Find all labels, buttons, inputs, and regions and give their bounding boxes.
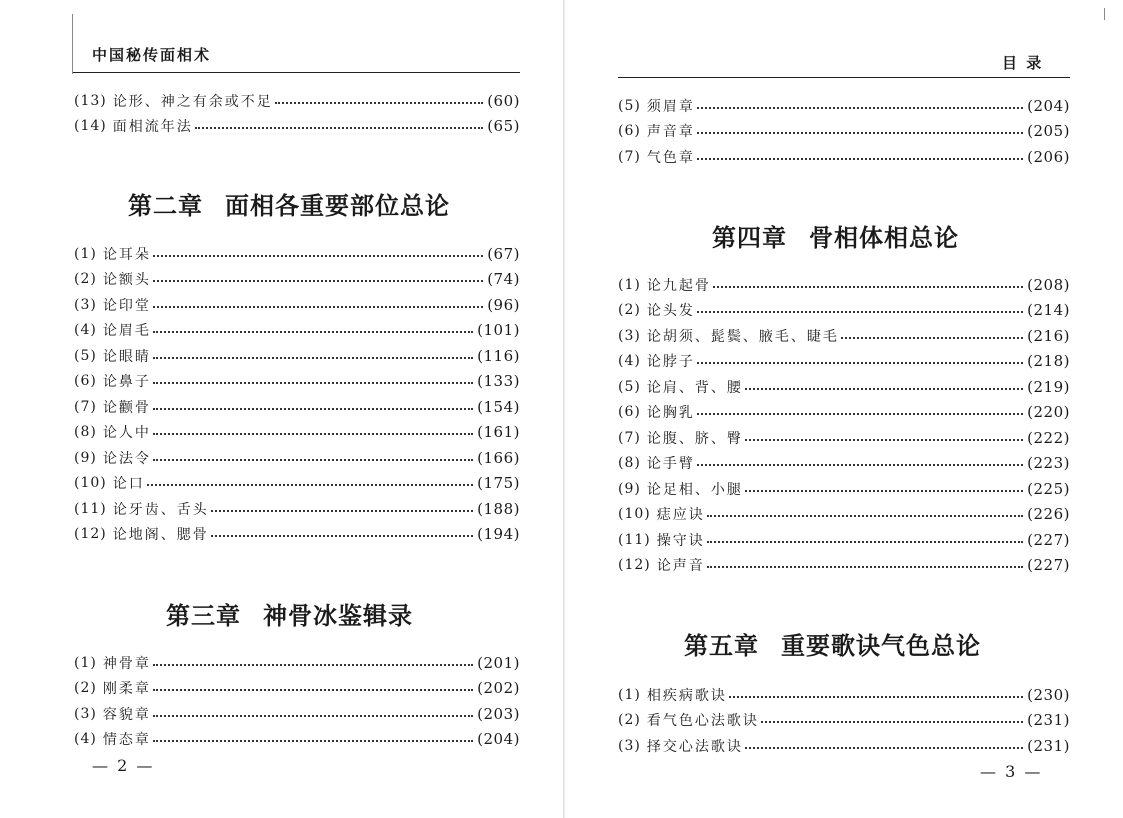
toc-entry-page: (96) (487, 295, 520, 314)
toc-entry-page: (74) (487, 270, 520, 289)
toc-entry (74, 701, 520, 727)
toc-entry-page: (208) (1027, 275, 1070, 294)
toc-entry-number: (3) (618, 737, 641, 754)
toc-dot-leader (195, 127, 483, 129)
toc-dot-leader (153, 664, 473, 666)
toc-entry-page: (188) (477, 499, 520, 518)
toc-entry-title: 论鼻子 (102, 374, 151, 391)
toc-entry (74, 369, 520, 395)
toc-entry (74, 267, 520, 293)
chapter-label: 第二章 (128, 191, 203, 220)
toc-entry-title: 相疾病歌诀 (646, 687, 727, 704)
toc-entry (74, 394, 520, 420)
toc-entry-page: (230) (1027, 685, 1070, 704)
toc-entry (74, 522, 520, 548)
toc-dot-leader (707, 566, 1023, 568)
toc-dot-leader (729, 696, 1023, 698)
toc-entry-title: 论胡须、髭鬓、腋毛、睫毛 (646, 328, 839, 345)
toc-entry-page: (220) (1027, 403, 1070, 422)
toc-entry-title: 论印堂 (102, 297, 151, 314)
toc-dot-leader (153, 280, 483, 282)
toc-entry-number: (10) (618, 506, 651, 523)
toc-dot-leader (697, 413, 1023, 415)
toc-entry-title: 论地阁、腮骨 (112, 527, 209, 544)
toc-entry-page: (65) (487, 117, 520, 136)
toc-entry (74, 292, 520, 318)
toc-entry-page: (216) (1027, 326, 1070, 345)
toc-entry-page: (194) (477, 525, 520, 544)
toc-entry-page: (154) (477, 397, 520, 416)
toc-entry-number: (10) (74, 475, 107, 492)
toc-entry (618, 527, 1070, 553)
toc-entry-title: 论九起骨 (646, 277, 711, 294)
toc-entry (74, 471, 520, 497)
chapter-heading (128, 186, 450, 221)
toc-dot-leader (147, 484, 473, 486)
toc-dot-leader (153, 306, 483, 308)
toc-entry-title: 痣应诀 (656, 507, 705, 524)
toc-entry (618, 93, 1070, 119)
toc-entry (618, 374, 1070, 400)
chapter-heading (684, 626, 981, 661)
toc-dot-leader (153, 715, 473, 717)
toc-entry (74, 88, 520, 114)
toc-dot-leader (153, 433, 473, 435)
toc-dot-leader (211, 535, 473, 537)
toc-entry-page: (204) (1027, 96, 1070, 115)
toc-dot-leader (697, 158, 1023, 160)
toc-entry-title: 论口 (112, 476, 145, 493)
toc-entry-number: (8) (74, 424, 97, 441)
toc-entry (618, 323, 1070, 349)
toc-dot-leader (697, 311, 1023, 313)
toc-entry-number: (5) (74, 347, 97, 364)
toc-entry-number: (3) (74, 705, 97, 722)
toc-dot-leader (745, 747, 1023, 749)
toc-entry-page: (67) (487, 244, 520, 263)
toc-entry-number: (1) (618, 276, 641, 293)
toc-dot-leader (841, 337, 1023, 339)
toc-entry-page: (223) (1027, 454, 1070, 473)
toc-entry-title: 看气色心法歌诀 (646, 713, 759, 730)
toc-dot-leader (153, 382, 473, 384)
toc-entry-number: (2) (74, 680, 97, 697)
toc-entry-number: (12) (74, 526, 107, 543)
toc-entry-page: (214) (1027, 301, 1070, 320)
toc-entry-number: (11) (618, 531, 651, 548)
toc-entry (618, 272, 1070, 298)
toc-dot-leader (211, 510, 473, 512)
toc-dot-leader (745, 388, 1023, 390)
toc-entry-page: (204) (477, 730, 520, 749)
toc-entry-page: (201) (477, 653, 520, 672)
toc-section-continued (618, 93, 1070, 170)
toc-entry (74, 241, 520, 267)
toc-entry-number: (4) (618, 353, 641, 370)
toc-dot-leader (707, 541, 1023, 543)
header-rule (72, 72, 520, 73)
toc-entry (618, 708, 1070, 734)
header-rule (618, 77, 1070, 78)
toc-entry-page: (218) (1027, 352, 1070, 371)
toc-entry-title: 声音章 (646, 124, 695, 141)
toc-entry-number: (7) (618, 429, 641, 446)
toc-entry-title: 论耳朵 (102, 246, 151, 263)
toc-dot-leader (153, 408, 473, 410)
toc-entry (618, 425, 1070, 451)
toc-section-chapter5 (618, 682, 1070, 759)
toc-entry-page: (205) (1027, 122, 1070, 141)
toc-entry-number: (13) (74, 92, 107, 109)
toc-entry (618, 502, 1070, 528)
toc-dot-leader (697, 107, 1023, 109)
toc-entry (618, 400, 1070, 426)
toc-entry-title: 论眉毛 (102, 323, 151, 340)
toc-entry-page: (161) (477, 423, 520, 442)
toc-entry-title: 须眉章 (646, 98, 695, 115)
toc-entry-title: 神骨章 (102, 655, 151, 672)
toc-entry-page: (175) (477, 474, 520, 493)
toc-entry-title: 论腹、脐、臀 (646, 430, 743, 447)
toc-entry-title: 论胸乳 (646, 405, 695, 422)
toc-dot-leader (153, 459, 473, 461)
toc-entry-number: (9) (618, 480, 641, 497)
toc-entry-number: (7) (618, 148, 641, 165)
toc-entry-page: (202) (477, 679, 520, 698)
toc-entry-page: (166) (477, 448, 520, 467)
toc-entry (618, 349, 1070, 375)
running-head-book-title: 中国秘传面相术 (92, 46, 212, 64)
toc-entry-number: (2) (618, 712, 641, 729)
chapter-label: 第四章 (712, 223, 787, 252)
toc-entry-number: (3) (618, 327, 641, 344)
toc-entry (618, 298, 1070, 324)
toc-entry-number: (7) (74, 398, 97, 415)
toc-entry (74, 114, 520, 140)
toc-entry-title: 择交心法歌诀 (646, 738, 743, 755)
page-edge-mark (1104, 8, 1105, 20)
toc-dot-leader (153, 689, 473, 691)
toc-entry (74, 676, 520, 702)
toc-entry-number: (5) (618, 97, 641, 114)
right-page (566, 0, 1123, 818)
toc-entry-title: 论声音 (656, 558, 705, 575)
toc-dot-leader (153, 331, 473, 333)
toc-entry (74, 318, 520, 344)
toc-entry (74, 496, 520, 522)
toc-entry-title: 论颧骨 (102, 399, 151, 416)
toc-entry-title: 论头发 (646, 303, 695, 320)
toc-entry (618, 682, 1070, 708)
toc-entry-page: (231) (1027, 711, 1070, 730)
toc-dot-leader (761, 721, 1023, 723)
chapter-title: 骨相体相总论 (809, 223, 959, 252)
toc-entry (618, 476, 1070, 502)
toc-entry-page: (101) (477, 321, 520, 340)
toc-entry-page: (203) (477, 704, 520, 723)
toc-entry-page: (231) (1027, 736, 1070, 755)
chapter-title: 重要歌诀气色总论 (781, 631, 981, 660)
toc-entry-title: 气色章 (646, 149, 695, 166)
toc-entry-number: (5) (618, 378, 641, 395)
toc-entry-page: (206) (1027, 147, 1070, 166)
toc-dot-leader (153, 357, 473, 359)
toc-entry (618, 144, 1070, 170)
toc-section-continued (74, 88, 520, 139)
toc-entry-title: 论额头 (102, 272, 151, 289)
toc-entry-title: 刚柔章 (102, 681, 151, 698)
toc-entry-page: (227) (1027, 556, 1070, 575)
toc-entry-title: 论脖子 (646, 354, 695, 371)
toc-entry-number: (1) (618, 686, 641, 703)
toc-entry (74, 343, 520, 369)
toc-entry-title: 操守诀 (656, 532, 705, 549)
chapter-label: 第五章 (684, 631, 759, 660)
toc-entry (618, 451, 1070, 477)
toc-dot-leader (745, 490, 1023, 492)
toc-entry-number: (4) (74, 731, 97, 748)
toc-entry (74, 650, 520, 676)
toc-entry (74, 445, 520, 471)
toc-dot-leader (697, 464, 1023, 466)
toc-entry-number: (9) (74, 449, 97, 466)
toc-entry (74, 420, 520, 446)
toc-entry-number: (4) (74, 322, 97, 339)
toc-entry-number: (14) (74, 118, 107, 135)
toc-entry-number: (3) (74, 296, 97, 313)
toc-entry-number: (12) (618, 557, 651, 574)
toc-entry (618, 553, 1070, 579)
toc-entry-title: 论肩、背、腰 (646, 379, 743, 396)
toc-entry-number: (8) (618, 455, 641, 472)
toc-entry-page: (222) (1027, 428, 1070, 447)
toc-section-chapter2 (74, 241, 520, 547)
chapter-heading (166, 596, 413, 631)
toc-entry-page: (219) (1027, 377, 1070, 396)
toc-dot-leader (275, 102, 483, 104)
toc-entry-title: 论牙齿、舌头 (112, 501, 209, 518)
chapter-label: 第三章 (166, 601, 241, 630)
toc-entry-number: (6) (618, 404, 641, 421)
toc-entry-title: 论法令 (102, 450, 151, 467)
toc-entry-title: 论足相、小腿 (646, 481, 743, 498)
toc-entry-title: 面相流年法 (112, 119, 193, 136)
toc-entry-title: 论眼睛 (102, 348, 151, 365)
toc-section-chapter4 (618, 272, 1070, 578)
toc-entry (618, 733, 1070, 759)
toc-entry-title: 论形、神之有余或不足 (112, 93, 273, 110)
toc-entry-number: (1) (74, 245, 97, 262)
toc-entry-page: (116) (477, 346, 520, 365)
toc-entry-title: 论手臂 (646, 456, 695, 473)
toc-dot-leader (697, 132, 1023, 134)
toc-section-chapter3 (74, 650, 520, 752)
page-number: — 3 — (980, 762, 1043, 781)
toc-dot-leader (153, 255, 483, 257)
toc-dot-leader (697, 362, 1023, 364)
toc-entry (74, 727, 520, 753)
page-edge-mark (72, 14, 73, 74)
toc-entry (618, 119, 1070, 145)
toc-entry-page: (225) (1027, 479, 1070, 498)
toc-entry-title: 容貌章 (102, 706, 151, 723)
toc-dot-leader (713, 286, 1023, 288)
toc-entry-page: (60) (487, 91, 520, 110)
chapter-title: 面相各重要部位总论 (225, 191, 450, 220)
toc-entry-page: (226) (1027, 505, 1070, 524)
toc-entry-title: 论人中 (102, 425, 151, 442)
page-number: — 2 — (92, 756, 155, 775)
chapter-title: 神骨冰鉴辑录 (263, 601, 413, 630)
toc-entry-number: (6) (74, 373, 97, 390)
toc-dot-leader (707, 515, 1023, 517)
chapter-heading (712, 218, 959, 253)
toc-entry-title: 情态章 (102, 732, 151, 749)
book-spine (563, 0, 565, 818)
toc-dot-leader (745, 439, 1023, 441)
toc-entry-page: (133) (477, 372, 520, 391)
toc-dot-leader (153, 740, 473, 742)
toc-entry-number: (6) (618, 123, 641, 140)
running-head-contents: 目 录 (1002, 54, 1044, 72)
toc-entry-number: (2) (618, 302, 641, 319)
toc-entry-number: (1) (74, 654, 97, 671)
toc-entry-number: (11) (74, 500, 107, 517)
toc-entry-page: (227) (1027, 530, 1070, 549)
toc-entry-number: (2) (74, 271, 97, 288)
